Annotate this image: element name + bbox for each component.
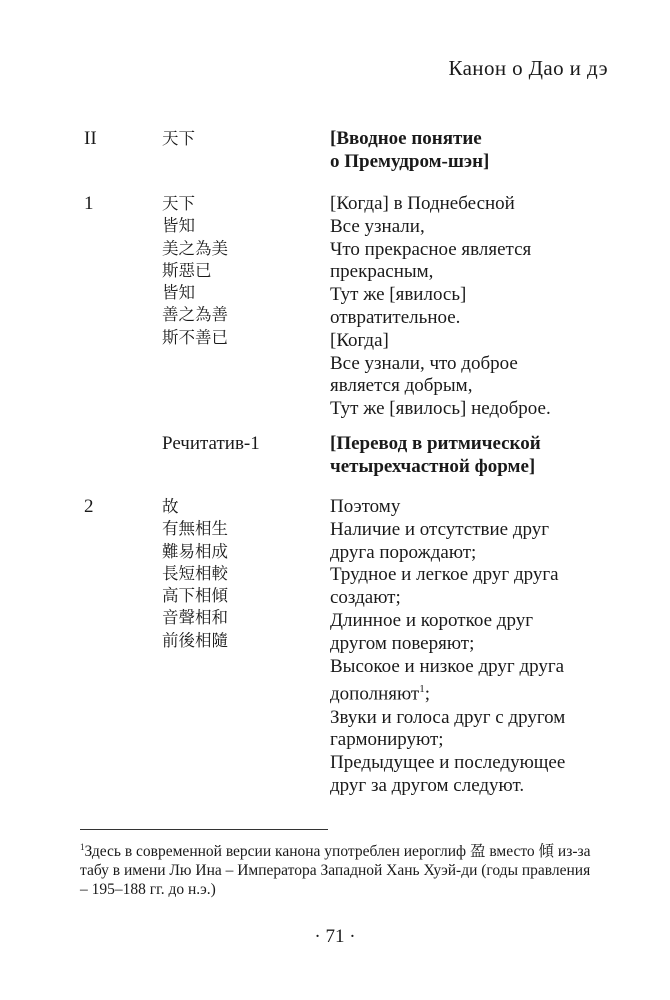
recitative-label: Речитатив-1: [162, 433, 260, 454]
chinese-line: 美之為美: [162, 238, 228, 258]
translation-line: другом поверяют;: [330, 632, 475, 654]
translation-line: [Вводное понятие: [330, 128, 482, 149]
translation-line: четырехчастной форме]: [330, 455, 536, 477]
russian-translation: [330, 193, 630, 421]
translation-line: прекрасным,: [330, 261, 434, 283]
translation-line: отвратительное.: [330, 306, 461, 328]
translation-line: о Премудром-шэн]: [330, 150, 490, 172]
section-number: II: [84, 128, 97, 149]
chinese-line: 善之為善: [162, 305, 228, 325]
chinese-line: 皆知: [162, 216, 195, 236]
chinese-line: 前後相隨: [162, 630, 228, 650]
translation-line: [Перевод в ритмической: [330, 433, 541, 454]
chinese-line: 難易相成: [162, 541, 228, 561]
translation-line: дополняют$^1$;: [330, 683, 431, 705]
translation-line: Что прекрасное является: [330, 238, 532, 260]
chinese-line: 音聲相和: [162, 608, 228, 628]
translation-line: Тут же [явилось] недоброе.: [330, 398, 551, 420]
translation-line: Все узнали,: [330, 215, 425, 237]
running-header: Канон о Дао и дэ: [448, 56, 608, 80]
translation-line: Трудное и легкое друг друга: [330, 564, 559, 586]
chinese-line: 故: [162, 497, 179, 516]
translation-line: друга порождают;: [330, 541, 477, 563]
translation-line: Высокое и низкое друг друга: [330, 655, 565, 677]
footnote: [80, 838, 600, 899]
chinese-line: 天下: [162, 194, 195, 213]
translation-line: Длинное и короткое друг: [330, 609, 533, 631]
translation-line: [Когда] в Поднебесной: [330, 193, 515, 214]
translation-line: создают;: [330, 587, 401, 609]
translation-line: Поэтому: [330, 496, 401, 517]
translation-line: [Когда]: [330, 329, 389, 351]
chinese-line: 長短相較: [162, 563, 228, 583]
chinese-line: 有無相生: [162, 519, 228, 539]
chinese-line: 斯惡已: [162, 260, 212, 280]
chinese-line: 皆知: [162, 283, 195, 303]
footnote-reference[interactable]: 1: [419, 683, 425, 696]
translation-line: гармонируют;: [330, 729, 444, 751]
translation-line: Звуки и голоса друг с другом: [330, 706, 566, 728]
russian-translation: [330, 496, 630, 798]
chinese-text: [162, 193, 228, 349]
chinese-line: 斯不善已: [162, 327, 228, 347]
chinese-text: [162, 128, 195, 150]
russian-translation: [330, 433, 630, 479]
footnote-mark: 1: [80, 842, 85, 852]
translation-line: является добрым,: [330, 375, 473, 397]
translation-line: Наличие и отсутствие друг: [330, 518, 550, 540]
translation-line: Все узнали, что доброе: [330, 352, 518, 374]
page-number: · 71 ·: [314, 926, 356, 947]
translation-line: Тут же [явилось]: [330, 284, 467, 306]
translation-line: друг за другом следуют.: [330, 774, 525, 796]
translation-line: Предыдущее и последующее: [330, 752, 566, 774]
section-number: 1: [84, 193, 94, 214]
footnote-text: Здесь в современной версии канона употреблен иероглиф 盈 вместо 傾 из-за табу в имени Лю Ина – Императора Западной Хань Хуэй-ди (годы правления – 195–188 гг. до н.э.): [80, 843, 591, 899]
chinese-text: [162, 496, 228, 652]
section-number: 2: [84, 496, 94, 517]
chinese-line: 高下相傾: [162, 586, 228, 606]
footnote-divider: [80, 829, 328, 830]
chinese-line: 天下: [162, 129, 195, 148]
russian-translation: [330, 128, 630, 174]
